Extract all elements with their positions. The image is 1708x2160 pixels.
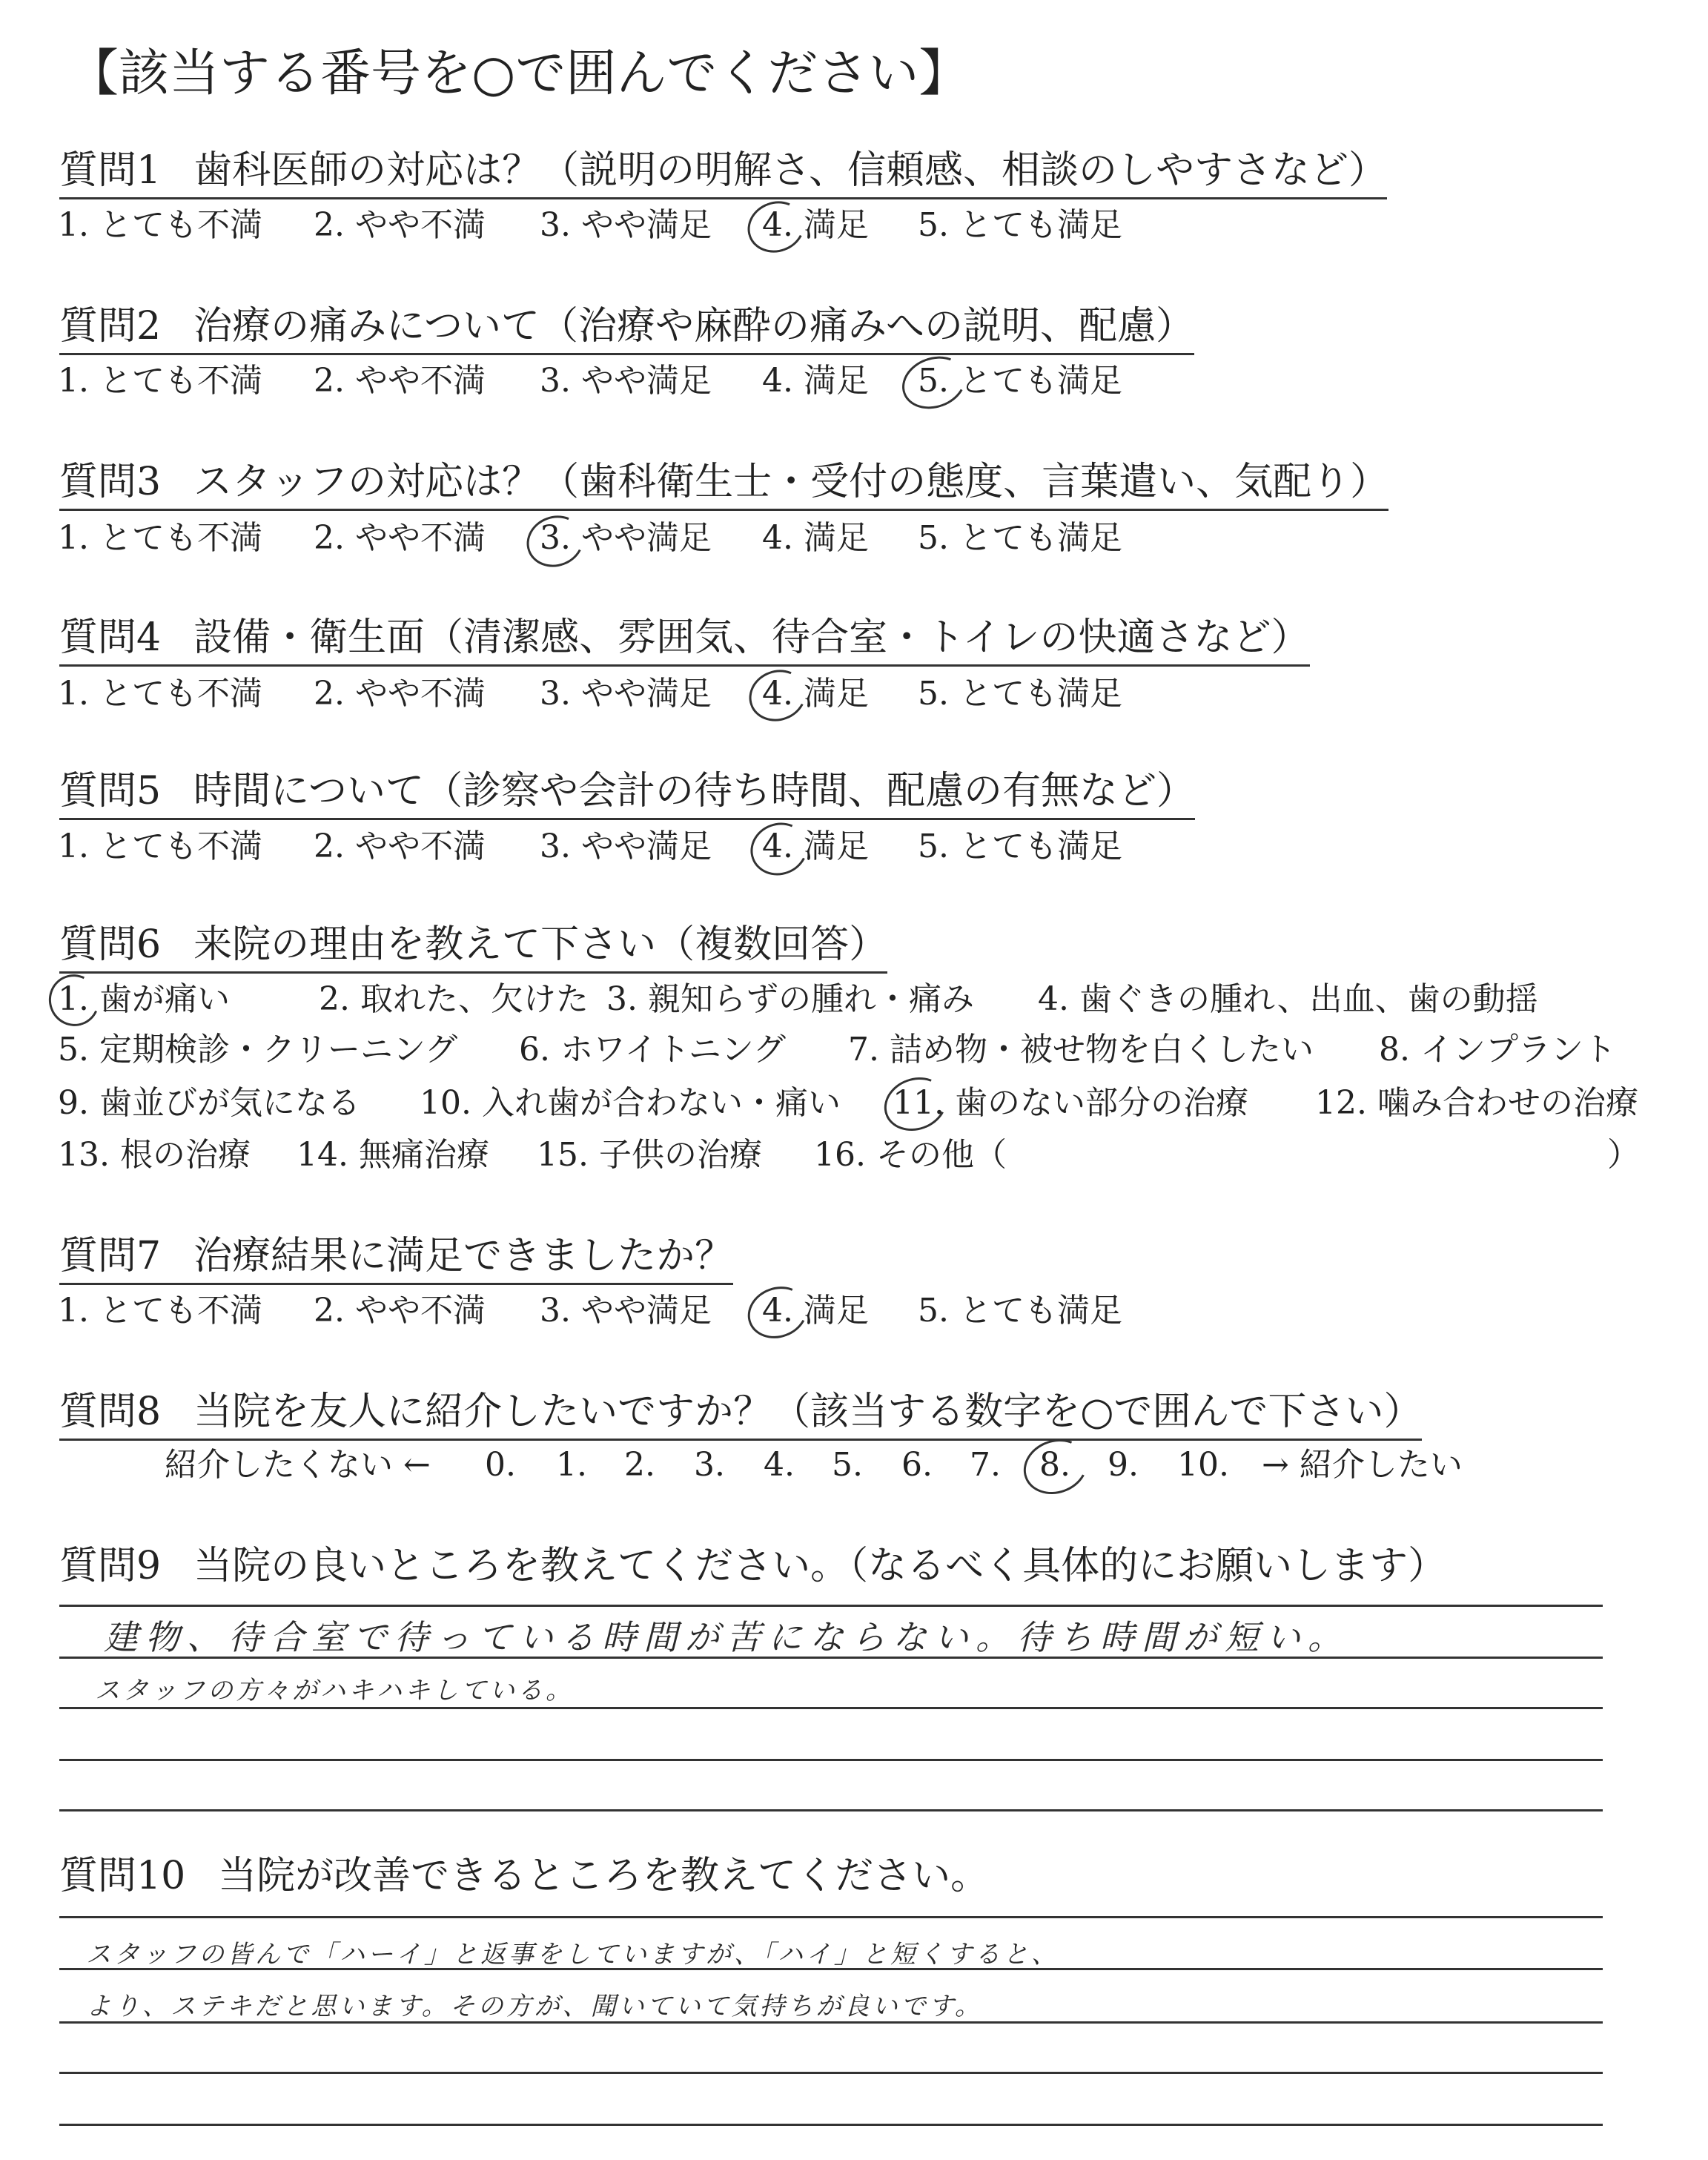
scale-4[interactable]: 4.	[764, 1446, 795, 1484]
option-1[interactable]: 1. とても不満	[58, 519, 262, 557]
reason-12[interactable]: 12. 噛み合わせの治療	[1315, 1084, 1638, 1122]
option-4[interactable]: 4. 満足	[762, 519, 869, 557]
question-4-heading	[59, 615, 1310, 667]
option-4[interactable]: 4. 満足	[762, 1292, 869, 1330]
answer-line	[59, 2072, 1603, 2074]
selection-circle	[1016, 1430, 1095, 1503]
question-6-heading	[59, 922, 887, 974]
question-text: 当院の良いところを教えてください。（なるべく具体的にお願いします）	[193, 1544, 1447, 1588]
option-3[interactable]: 3. やや満足	[540, 675, 712, 713]
reason-6[interactable]: 6. ホワイトニング	[519, 1031, 787, 1069]
question-5-heading	[59, 769, 1195, 820]
question-2-heading	[59, 304, 1194, 355]
question-number: 質問10	[59, 1854, 186, 1898]
question-number: 質問6	[59, 922, 162, 967]
reason-13[interactable]: 13. 根の治療	[58, 1136, 251, 1174]
scale-6[interactable]: 6.	[901, 1446, 933, 1484]
option-3[interactable]: 3. やや満足	[540, 519, 712, 557]
option-4[interactable]: 4. 満足	[762, 675, 869, 713]
handwritten-answer-line-1: スタッフの皆んで「ハーイ」と返事をしていますが、「ハイ」と短くすると、	[86, 1940, 1059, 1969]
option-5[interactable]: 5. とても満足	[918, 206, 1122, 244]
answer-line	[59, 1605, 1603, 1607]
answer-line	[59, 1759, 1603, 1761]
scale-right-label: → 紹介したい	[1262, 1446, 1463, 1484]
selection-circle	[743, 815, 815, 883]
option-1[interactable]: 1. とても不満	[58, 828, 262, 865]
handwritten-answer-line-1: 建物、待合室で待っている時間が苦にならない。待ち時間が短い。	[104, 1617, 1349, 1657]
option-1[interactable]: 1. とても不満	[58, 362, 262, 400]
option-4[interactable]: 4. 満足	[762, 828, 869, 865]
other-close-paren: ）	[1607, 1136, 1640, 1174]
option-4[interactable]: 4. 満足	[762, 206, 869, 244]
handwritten-answer-line-2: スタッフの方々がハキハキしている。	[95, 1676, 574, 1705]
reason-10[interactable]: 10. 入れ歯が合わない・痛い	[420, 1084, 841, 1122]
question-text: 歯科医師の対応は？（説明の明解さ、信頼感、相談のしやすさなど）	[193, 148, 1388, 193]
question-text: 当院を友人に紹介したいですか？（該当する数字を○で囲んで下さい）	[193, 1390, 1423, 1434]
option-3[interactable]: 3. やや満足	[540, 362, 712, 400]
reason-9[interactable]: 9. 歯並びが気になる	[58, 1084, 360, 1122]
reason-1[interactable]: 1. 歯が痛い	[58, 980, 230, 1018]
question-text: 治療結果に満足できましたか？	[193, 1234, 734, 1278]
option-5[interactable]: 5. とても満足	[918, 519, 1122, 557]
answer-line	[59, 2021, 1603, 2024]
reason-7[interactable]: 7. 詰め物・被せ物を白くしたい	[848, 1031, 1314, 1069]
reason-3[interactable]: 3. 親知らずの腫れ・痛み	[606, 980, 974, 1018]
option-3[interactable]: 3. やや満足	[540, 1292, 712, 1330]
reason-11[interactable]: 11. 歯のない部分の治療	[893, 1084, 1248, 1122]
answer-line	[59, 1657, 1603, 1659]
question-text: 治療の痛みについて（治療や麻酔の痛みへの説明、配慮）	[193, 304, 1195, 349]
handwritten-answer-line-2: より、ステキだと思います。その方が、聞いていて気持ちが良いです。	[86, 1992, 983, 2021]
question-10-heading	[59, 1854, 989, 1903]
option-2[interactable]: 2. やや不満	[314, 206, 486, 244]
reason-5[interactable]: 5. 定期検診・クリーニング	[58, 1031, 458, 1069]
question-9-heading	[59, 1544, 1446, 1593]
scale-5[interactable]: 5.	[832, 1446, 863, 1484]
selection-circle	[42, 967, 107, 1033]
option-2[interactable]: 2. やや不満	[314, 675, 486, 713]
reason-2[interactable]: 2. 取れた、欠けた	[319, 980, 589, 1018]
option-1[interactable]: 1. とても不満	[58, 675, 262, 713]
answer-line	[59, 1809, 1603, 1811]
question-text: 来院の理由を教えて下さい（複数回答）	[193, 922, 888, 967]
question-number: 質問1	[59, 148, 162, 193]
question-1-heading	[59, 148, 1387, 199]
option-5[interactable]: 5. とても満足	[918, 1292, 1122, 1330]
answer-line	[59, 1916, 1603, 1918]
selection-circle	[877, 1069, 955, 1139]
question-text: 時間について（診察や会計の待ち時間、配慮の有無など）	[193, 769, 1196, 813]
option-2[interactable]: 2. やや不満	[314, 519, 486, 557]
option-1[interactable]: 1. とても不満	[58, 1292, 262, 1330]
question-number: 質問8	[59, 1390, 162, 1434]
option-3[interactable]: 3. やや満足	[540, 828, 712, 865]
option-5[interactable]: 5. とても満足	[918, 675, 1122, 713]
option-2[interactable]: 2. やや不満	[314, 1292, 486, 1330]
answer-line	[59, 2124, 1603, 2126]
selection-circle	[520, 508, 592, 575]
question-text: スタッフの対応は？（歯科衛生士・受付の態度、言葉遣い、気配り）	[193, 460, 1389, 504]
scale-2[interactable]: 2.	[624, 1446, 655, 1484]
reason-15[interactable]: 15. 子供の治療	[537, 1136, 762, 1174]
reason-8[interactable]: 8. インプラント	[1379, 1031, 1616, 1069]
reason-16[interactable]: 16. その他（	[814, 1136, 1007, 1174]
selection-circle	[741, 194, 812, 261]
option-5[interactable]: 5. とても満足	[918, 362, 1122, 400]
question-number: 質問2	[59, 304, 162, 349]
question-8-heading	[59, 1390, 1422, 1441]
option-3[interactable]: 3. やや満足	[540, 206, 712, 244]
question-3-heading	[59, 460, 1388, 511]
option-2[interactable]: 2. やや不満	[314, 828, 486, 865]
scale-10[interactable]: 10.	[1177, 1446, 1229, 1484]
scale-left-label: 紹介したくない ←	[165, 1446, 431, 1484]
selection-circle	[742, 662, 814, 730]
selection-circle	[895, 348, 973, 417]
option-4[interactable]: 4. 満足	[762, 362, 869, 400]
option-1[interactable]: 1. とても不満	[58, 206, 262, 244]
question-number: 質問9	[59, 1544, 162, 1588]
reason-4[interactable]: 4. 歯ぐきの腫れ、出血、歯の動揺	[1038, 980, 1538, 1018]
scale-7[interactable]: 7.	[970, 1446, 1001, 1484]
scale-0[interactable]: 0.	[485, 1446, 516, 1484]
answer-line	[59, 1968, 1603, 1970]
question-text: 当院が改善できるところを教えてください。	[218, 1854, 990, 1898]
selection-circle	[741, 1278, 815, 1347]
question-number: 質問3	[59, 460, 162, 504]
option-2[interactable]: 2. やや不満	[314, 362, 486, 400]
page-title: 【該当する番号を○で囲んでください】	[68, 44, 970, 103]
scale-1[interactable]: 1.	[556, 1446, 587, 1484]
scale-8[interactable]: 8.	[1039, 1446, 1070, 1484]
question-text: 設備・衛生面（清潔感、雰囲気、待合室・トイレの快適さなど）	[193, 615, 1310, 660]
answer-line	[59, 1707, 1603, 1709]
scale-9[interactable]: 9.	[1108, 1446, 1139, 1484]
reason-14[interactable]: 14. 無痛治療	[297, 1136, 489, 1174]
scale-3[interactable]: 3.	[694, 1446, 725, 1484]
question-number: 質問7	[59, 1234, 162, 1278]
question-7-heading	[59, 1234, 733, 1285]
question-number: 質問5	[59, 769, 162, 813]
question-number: 質問4	[59, 615, 162, 660]
option-5[interactable]: 5. とても満足	[918, 828, 1122, 865]
